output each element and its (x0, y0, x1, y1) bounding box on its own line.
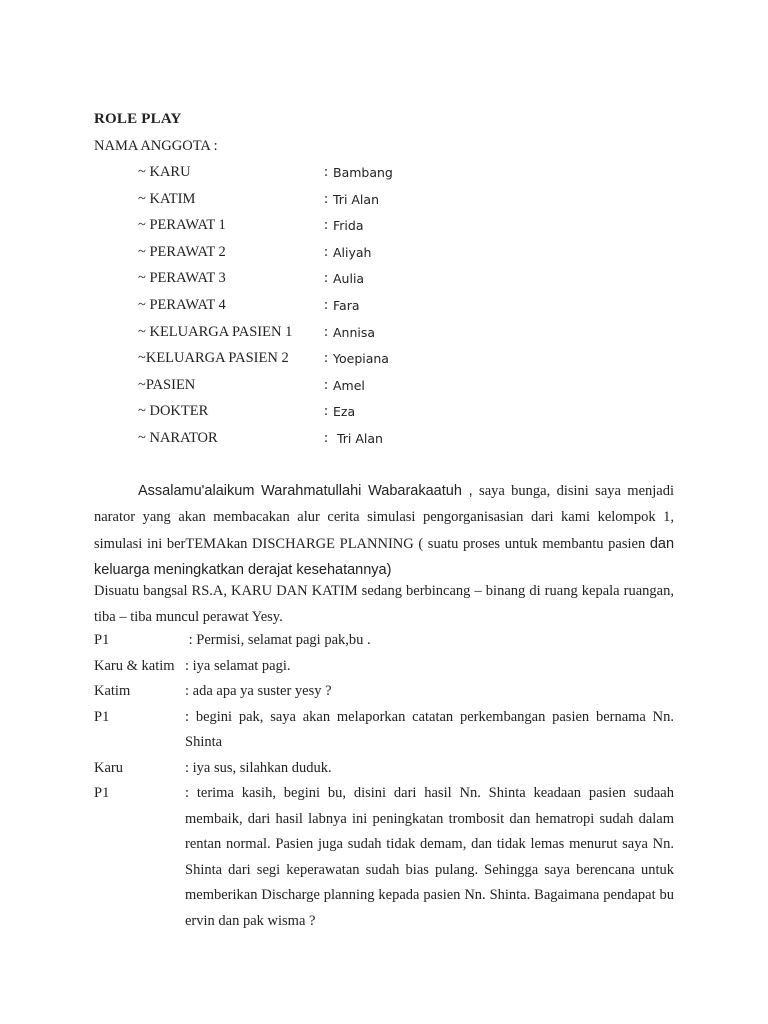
member-role: ~ PERAWAT 1 (138, 217, 226, 234)
member-row (0, 375, 768, 402)
dialog-speaker: Karu & katim (94, 657, 175, 674)
narration-text-tail: suatu proses untuk membantu pasien (423, 535, 650, 552)
member-separator: : (324, 376, 329, 393)
member-role: ~ DOKTER (138, 403, 209, 420)
member-row (0, 322, 768, 349)
member-name: Annisa (333, 324, 376, 340)
member-row (0, 428, 768, 455)
member-separator: : (324, 296, 329, 313)
narration-theme: DISCHARGE PLANNING ( (252, 535, 424, 552)
member-separator: : (324, 350, 329, 367)
dialog-line (94, 654, 674, 680)
member-role: ~ KATIM (138, 190, 196, 207)
member-separator: : (324, 270, 329, 287)
dialog-text: : iya sus, silahkan duduk. (185, 759, 332, 776)
dialog-line (94, 628, 674, 654)
member-role: ~KELUARGA PASIEN 2 (138, 350, 289, 367)
dialog-line (94, 781, 678, 934)
member-separator: : (324, 190, 329, 207)
member-separator: : (324, 243, 329, 260)
member-row (0, 295, 768, 322)
member-name: Fara (333, 297, 360, 313)
members-heading: NAMA ANGGOTA : (94, 138, 218, 154)
dialog-line (94, 756, 674, 782)
member-row (0, 215, 768, 242)
member-name: Aulia (333, 271, 365, 287)
member-row (0, 189, 768, 216)
member-role: ~ PERAWAT 4 (138, 296, 226, 313)
dialog-line (94, 679, 674, 705)
member-name: Eza (333, 404, 356, 420)
dialog-line (94, 705, 678, 756)
dialog-speaker: P1 (94, 632, 110, 648)
dialog-speaker: P1 (94, 785, 110, 801)
member-separator: : (324, 164, 329, 180)
member-row (0, 268, 768, 295)
page-title: ROLE PLAY (94, 111, 182, 127)
member-row (0, 162, 768, 189)
member-role: ~ PERAWAT 3 (138, 270, 226, 287)
member-separator: : (324, 403, 329, 420)
member-role: ~ KELUARGA PASIEN 1 (138, 323, 293, 340)
member-name: Bambang (333, 165, 393, 180)
members-list (0, 162, 768, 455)
member-name: Tri Alan (333, 430, 383, 446)
member-role: ~ NARATOR (138, 429, 218, 446)
member-name: Aliyah (333, 244, 372, 260)
member-row (0, 242, 768, 269)
dialog-text: : Permisi, selamat pagi pak,bu . (185, 632, 371, 648)
member-role: ~PASIEN (138, 376, 196, 393)
member-row (0, 401, 768, 428)
member-separator: : (324, 429, 329, 446)
member-role: ~ PERAWAT 2 (138, 243, 226, 260)
narration-paragraph (94, 478, 674, 584)
greeting-text: Assalamu'alaikum Warahmatullahi Wabarakaatuh , (138, 483, 473, 499)
dialog-text: : terima kasih, begini bu, disini dari hasil Nn. Shinta keadaan pasien sudaah membaik, dari hasil labnya ini peningkatan trombosit dan hematropi sudah dalam rentan normal. Pasien juga sudah tidak demam, dan tidak lemas menurut saya Nn. Shinta dari segi keperawatan sudah bias pulang. Sehingga saya berencana untuk memberikan Discharge planning kepada pasien Nn. Shinta. Bagaimana pendapat bu ervin dan pak wisma ? (185, 785, 678, 929)
dialog-text: : ada apa ya suster yesy ? (185, 683, 332, 699)
dialog-speaker: P1 (94, 708, 110, 725)
dialog-speaker: Karu (94, 759, 123, 776)
scene-paragraph: Disuatu bangsal RS.A, KARU DAN KATIM sedang berbincang – binang di ruang kepala ruangan, tiba – tiba muncul perawat Yesy. (94, 583, 674, 626)
member-name: Amel (333, 377, 365, 393)
member-row (0, 348, 768, 375)
member-separator: : (324, 217, 329, 234)
dialog-section (94, 628, 678, 934)
member-separator: : (324, 323, 329, 340)
dialog-text: : begini pak, saya akan melaporkan catatan perkembangan pasien bernama Nn. Shinta (185, 708, 678, 750)
narration-text-end: dan keluarga meningkatkan derajat kesehatannya) (94, 535, 675, 579)
member-name: Tri Alan (333, 191, 379, 207)
narration-text: saya bunga, disini saya menjadi narator yang akan membacakan alur cerita simulasi pengorganisasian dari kami kelompok 1, simulasi ini berTEMAkan (94, 483, 674, 552)
member-name: Frida (333, 218, 364, 234)
member-role: ~ KARU (138, 164, 191, 180)
dialog-text: : iya selamat pagi. (185, 657, 291, 674)
dialog-speaker: Katim (94, 683, 131, 699)
member-name: Yoepiana (333, 351, 389, 367)
